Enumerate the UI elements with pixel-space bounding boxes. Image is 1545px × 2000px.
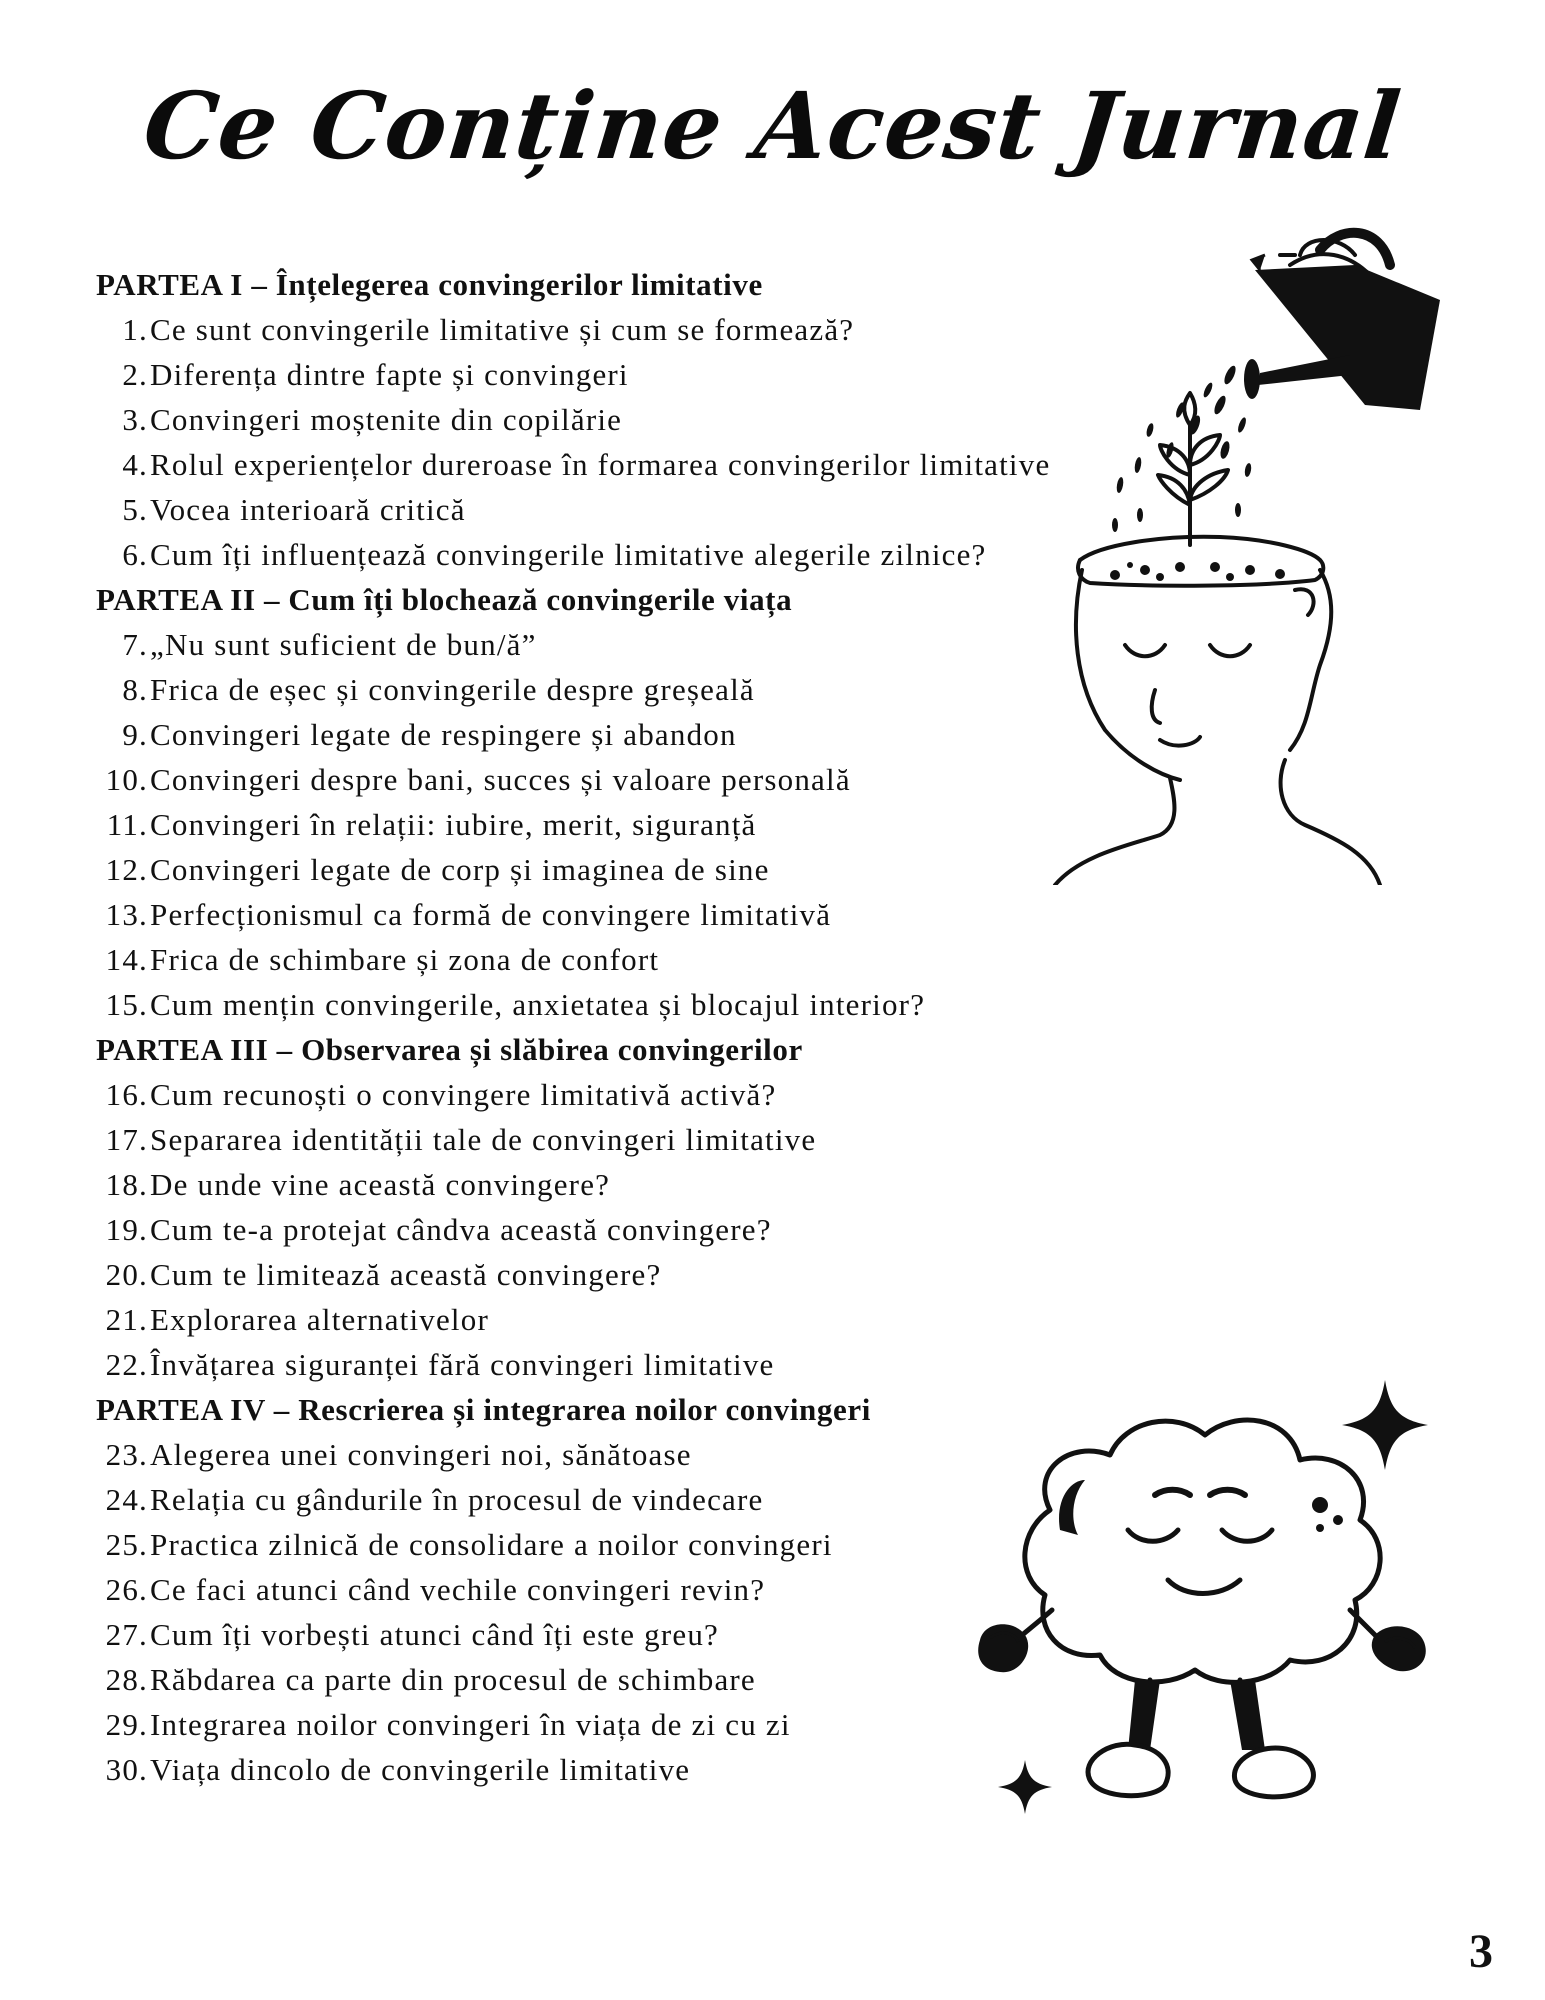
toc-item-number: 10. xyxy=(105,762,148,797)
toc-item-number: 7. xyxy=(122,627,148,662)
toc-item xyxy=(96,712,1176,757)
toc-item-number: 16. xyxy=(105,1077,148,1112)
toc-item-text: Diferența dintre fapte și convingeri xyxy=(150,357,629,392)
toc-item-number: 22. xyxy=(105,1347,148,1382)
toc-item-text: Separarea identității tale de convingeri limitative xyxy=(150,1122,817,1157)
toc-item xyxy=(96,667,1176,712)
section-heading: PARTEA I – Înțelegerea convingerilor limitative xyxy=(96,267,763,302)
toc-item xyxy=(96,847,1176,892)
toc-item-number: 3. xyxy=(122,402,148,437)
toc-item xyxy=(96,442,1176,487)
toc-item-number: 20. xyxy=(105,1257,148,1292)
toc-item-text: Explorarea alternativelor xyxy=(150,1302,489,1337)
toc-item-number: 23. xyxy=(105,1437,148,1472)
toc-item-text: Practica zilnică de consolidare a noilor convingeri xyxy=(150,1527,833,1562)
toc-item-number: 19. xyxy=(105,1212,148,1247)
toc-item xyxy=(96,307,1176,352)
toc-item-text: Relația cu gândurile în procesul de vindecare xyxy=(150,1482,764,1517)
toc-item xyxy=(96,1252,1176,1297)
page-title: Ce Conține Acest Jurnal xyxy=(138,72,1407,180)
toc-item-number: 9. xyxy=(122,717,148,752)
toc-item-number: 18. xyxy=(105,1167,148,1202)
section-heading: PARTEA II – Cum îți blochează convingerile viața xyxy=(96,582,793,617)
toc-item-text: Convingeri despre bani, succes și valoare personală xyxy=(150,762,851,797)
toc-item-number: 2. xyxy=(122,357,148,392)
toc-item-text: Convingeri moștenite din copilărie xyxy=(150,402,623,437)
toc-item-text: Cum mențin convingerile, anxietatea și blocajul interior? xyxy=(150,987,926,1022)
toc-item-text: Alegerea unei convingeri noi, sănătoase xyxy=(150,1437,692,1472)
section-heading: PARTEA III – Observarea și slăbirea convingerilor xyxy=(96,1032,803,1067)
toc-item-number: 13. xyxy=(105,897,148,932)
toc-item-text: Convingeri legate de corp și imaginea de sine xyxy=(150,852,770,887)
toc-item-number: 17. xyxy=(105,1122,148,1157)
toc-item xyxy=(96,1072,1176,1117)
toc-item-number: 11. xyxy=(106,807,148,842)
toc-item xyxy=(96,802,1176,847)
toc-item-number: 24. xyxy=(105,1482,148,1517)
section-heading: PARTEA IV – Rescrierea și integrarea noilor convingeri xyxy=(96,1392,871,1427)
toc-item-number: 15. xyxy=(105,987,148,1022)
toc-item-text: Vocea interioară critică xyxy=(150,492,466,527)
toc-item xyxy=(96,1117,1176,1162)
smiling-brain-character-icon xyxy=(960,1380,1440,1830)
toc-item-text: Rolul experiențelor dureroase în formarea convingerilor limitative xyxy=(150,447,1051,482)
toc-item-text: Perfecționismul ca formă de convingere limitativă xyxy=(150,897,832,932)
toc-item-text: Integrarea noilor convingeri în viața de zi cu zi xyxy=(150,1707,791,1742)
toc-item-number: 27. xyxy=(105,1617,148,1652)
toc-item xyxy=(96,1297,1176,1342)
toc-item-text: Frica de eșec și convingerile despre greșeală xyxy=(150,672,755,707)
toc-item-number: 6. xyxy=(122,537,148,572)
toc-item-text: Învățarea siguranței fără convingeri limitative xyxy=(150,1347,775,1382)
toc-item xyxy=(96,622,1176,667)
toc-item xyxy=(96,982,1176,1027)
toc-item-number: 4. xyxy=(122,447,148,482)
toc-item xyxy=(96,397,1176,442)
toc-item-text: Convingeri în relații: iubire, merit, siguranță xyxy=(150,807,757,842)
toc-item-text: Frica de schimbare și zona de confort xyxy=(150,942,660,977)
toc-item xyxy=(96,1207,1176,1252)
toc-item-number: 14. xyxy=(105,942,148,977)
toc-item-number: 1. xyxy=(122,312,148,347)
toc-item-text: Cum recunoști o convingere limitativă activă? xyxy=(150,1077,777,1112)
toc-item-text: „Nu sunt suficient de bun/ă” xyxy=(150,627,537,662)
toc-item xyxy=(96,1162,1176,1207)
toc-item xyxy=(96,937,1176,982)
toc-item-number: 8. xyxy=(122,672,148,707)
toc-item-number: 25. xyxy=(105,1527,148,1562)
toc-item xyxy=(96,757,1176,802)
toc-item-text: Ce sunt convingerile limitative și cum se formează? xyxy=(150,312,855,347)
toc-item-number: 29. xyxy=(105,1707,148,1742)
toc-item-number: 30. xyxy=(105,1752,148,1787)
toc-item-text: Cum te-a protejat cândva această convingere? xyxy=(150,1212,772,1247)
toc-item-text: De unde vine această convingere? xyxy=(150,1167,611,1202)
toc-item-text: Convingeri legate de respingere și abandon xyxy=(150,717,737,752)
toc-item-text: Cum îți influențează convingerile limitative alegerile zilnice? xyxy=(150,537,987,572)
toc-item-text: Răbdarea ca parte din procesul de schimbare xyxy=(150,1662,756,1697)
toc-item-number: 21. xyxy=(105,1302,148,1337)
toc-item-number: 5. xyxy=(122,492,148,527)
toc-item xyxy=(96,352,1176,397)
toc-item-text: Ce faci atunci când vechile convingeri revin? xyxy=(150,1572,766,1607)
toc-item xyxy=(96,532,1176,577)
page-number: 3 xyxy=(1469,1925,1493,1978)
toc-item-number: 26. xyxy=(105,1572,148,1607)
toc-item xyxy=(96,892,1176,937)
toc-item-text: Cum te limitează această convingere? xyxy=(150,1257,662,1292)
toc-item-number: 12. xyxy=(105,852,148,887)
toc-item xyxy=(96,487,1176,532)
toc-item-text: Viața dincolo de convingerile limitative xyxy=(150,1752,691,1787)
toc-item-text: Cum îți vorbești atunci când îți este greu? xyxy=(150,1617,719,1652)
toc-item-number: 28. xyxy=(105,1662,148,1697)
watering-can-head-sprout-icon xyxy=(1020,225,1450,885)
